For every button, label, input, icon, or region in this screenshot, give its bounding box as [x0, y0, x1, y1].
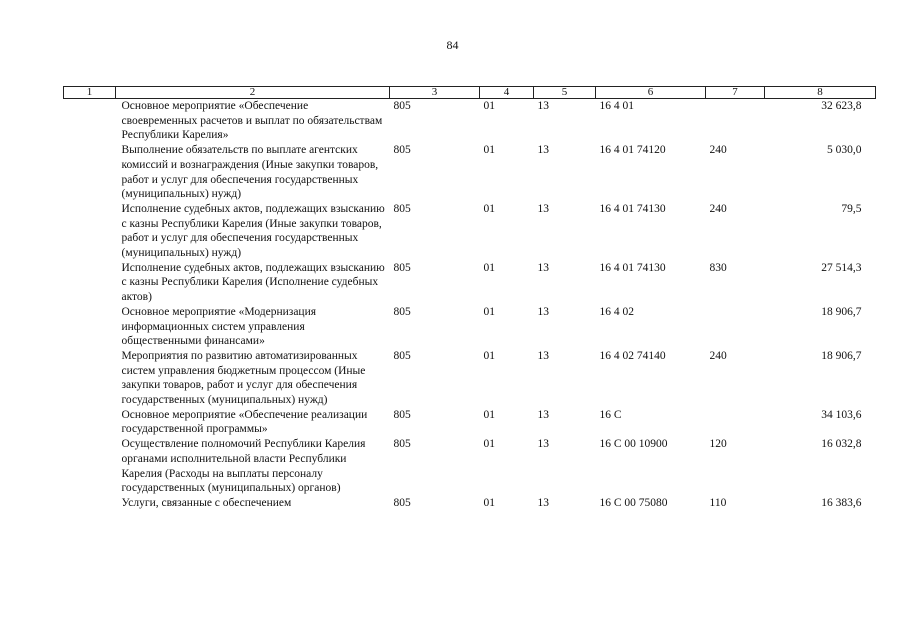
- cell-col-6: 16 С 00 10900: [599, 438, 668, 451]
- cell-col-8: 27 514,3: [821, 261, 862, 274]
- cell-col-5: 13: [537, 100, 549, 112]
- table-row: [64, 305, 876, 349]
- cell-col-8: 18 906,7: [821, 305, 862, 318]
- cell-col-5: 13: [537, 496, 549, 509]
- cell-col-7: 120: [709, 438, 727, 451]
- cell-col-6: 16 С: [599, 408, 622, 421]
- cell-col-8: 18 906,7: [821, 349, 862, 362]
- cell-col-6: 16 4 01 74130: [599, 202, 666, 215]
- cell-col-6: 16 4 02 74140: [599, 349, 666, 362]
- header-col-7: 7: [706, 87, 765, 99]
- cell-col-8: 32 623,8: [821, 100, 862, 112]
- cell-name: Основное мероприятие «Модернизация информационных систем управления общественными финансами»: [121, 305, 317, 348]
- cell-col-3: 805: [393, 261, 411, 274]
- header-col-6: 6: [596, 87, 706, 99]
- cell-name: Осуществление полномочий Республики Карелия органами исполнительной власти Республики Карелия (Расходы на выплаты персоналу государственных (муниципальных) органов): [121, 438, 366, 495]
- cell-col-3: 805: [393, 305, 411, 318]
- cell-col-6: 16 4 01 74130: [599, 261, 666, 274]
- cell-col-4: 01: [483, 496, 495, 509]
- cell-col-1: [64, 143, 116, 202]
- cell-col-1: [64, 437, 116, 496]
- cell-col-8: 16 383,6: [821, 496, 862, 509]
- header-col-5: 5: [534, 87, 596, 99]
- cell-col-6: 16 4 01: [599, 100, 634, 112]
- cell-col-8: 34 103,6: [821, 408, 862, 421]
- cell-col-7: [706, 99, 765, 144]
- cell-col-7: 240: [709, 202, 727, 215]
- cell-col-8: 79,5: [841, 202, 862, 215]
- cell-col-8: 16 032,8: [821, 438, 862, 451]
- cell-name: Выполнение обязательств по выплате агентских комиссий и вознаграждения (Иные закупки товаров, работ и услуг для обеспечения государственных (муниципальных) нужд): [121, 144, 379, 201]
- header-col-4: 4: [480, 87, 534, 99]
- cell-col-5: 13: [537, 438, 549, 451]
- page-number: 84: [446, 38, 459, 52]
- cell-name: Основное мероприятие «Обеспечение своевременных расчетов и выплат по обязательствам Республики Карелия»: [121, 100, 383, 142]
- header-col-1: 1: [64, 87, 116, 99]
- cell-col-7: [706, 408, 765, 437]
- table-header-row: [64, 87, 876, 99]
- table-row: [64, 99, 876, 144]
- cell-col-4: 01: [483, 438, 495, 451]
- cell-col-5: 13: [537, 144, 549, 157]
- cell-col-5: 13: [537, 349, 549, 362]
- table-row: [64, 261, 876, 305]
- cell-col-4: 01: [483, 305, 495, 318]
- cell-col-4: 01: [483, 202, 495, 215]
- cell-col-3: 805: [393, 144, 411, 157]
- cell-col-4: 01: [483, 408, 495, 421]
- table-row: [64, 202, 876, 261]
- cell-col-5: 13: [537, 202, 549, 215]
- cell-col-4: 01: [483, 100, 495, 112]
- header-col-8: 8: [765, 87, 876, 99]
- cell-col-1: [64, 408, 116, 437]
- cell-col-4: 01: [483, 349, 495, 362]
- cell-name: Исполнение судебных актов, подлежащих взысканию с казны Республики Карелия (Исполнение судебных актов): [121, 261, 385, 304]
- cell-name: Исполнение судебных актов, подлежащих взысканию с казны Республики Карелия (Иные закупки товаров, работ и услуг для обеспечения государственных (муниципальных) нужд): [121, 202, 385, 260]
- cell-name: Мероприятия по развитию автоматизированных систем управления бюджетным процессом (Иные закупки товаров, работ и услуг для обеспечения государственных (муниципальных) нужд): [121, 349, 366, 407]
- cell-col-5: 13: [537, 261, 549, 274]
- cell-col-6: 16 4 02: [599, 305, 634, 318]
- cell-col-7: 240: [709, 144, 727, 157]
- table-row: [64, 408, 876, 437]
- cell-col-6: 16 С 00 75080: [599, 496, 668, 509]
- table-row: [64, 496, 876, 511]
- cell-col-5: 13: [537, 408, 549, 421]
- cell-col-7: [706, 305, 765, 349]
- cell-name: Услуги, связанные с обеспечением: [121, 496, 292, 509]
- cell-name: Основное мероприятие «Обеспечение реализации государственной программы»: [121, 408, 368, 436]
- table-row: [64, 349, 876, 408]
- cell-col-3: 805: [393, 408, 411, 421]
- cell-col-7: 110: [709, 496, 727, 509]
- cell-col-5: 13: [537, 305, 549, 318]
- header-col-3: 3: [390, 87, 480, 99]
- cell-col-3: 805: [393, 438, 411, 451]
- cell-col-3: 805: [393, 100, 411, 112]
- header-col-2: 2: [116, 87, 390, 99]
- table-row: [64, 437, 876, 496]
- budget-table: [63, 86, 876, 511]
- cell-col-1: [64, 349, 116, 408]
- cell-col-3: 805: [393, 496, 411, 509]
- cell-col-1: [64, 202, 116, 261]
- table-row: [64, 143, 876, 202]
- cell-col-4: 01: [483, 261, 495, 274]
- cell-col-1: [64, 496, 116, 511]
- cell-col-3: 805: [393, 202, 411, 215]
- cell-col-7: 240: [709, 349, 727, 362]
- cell-col-6: 16 4 01 74120: [599, 144, 666, 157]
- cell-col-8: 5 030,0: [827, 144, 862, 157]
- cell-col-1: [64, 99, 116, 144]
- cell-col-1: [64, 305, 116, 349]
- cell-col-3: 805: [393, 349, 411, 362]
- cell-col-7: 830: [709, 261, 727, 274]
- cell-col-4: 01: [483, 144, 495, 157]
- cell-col-1: [64, 261, 116, 305]
